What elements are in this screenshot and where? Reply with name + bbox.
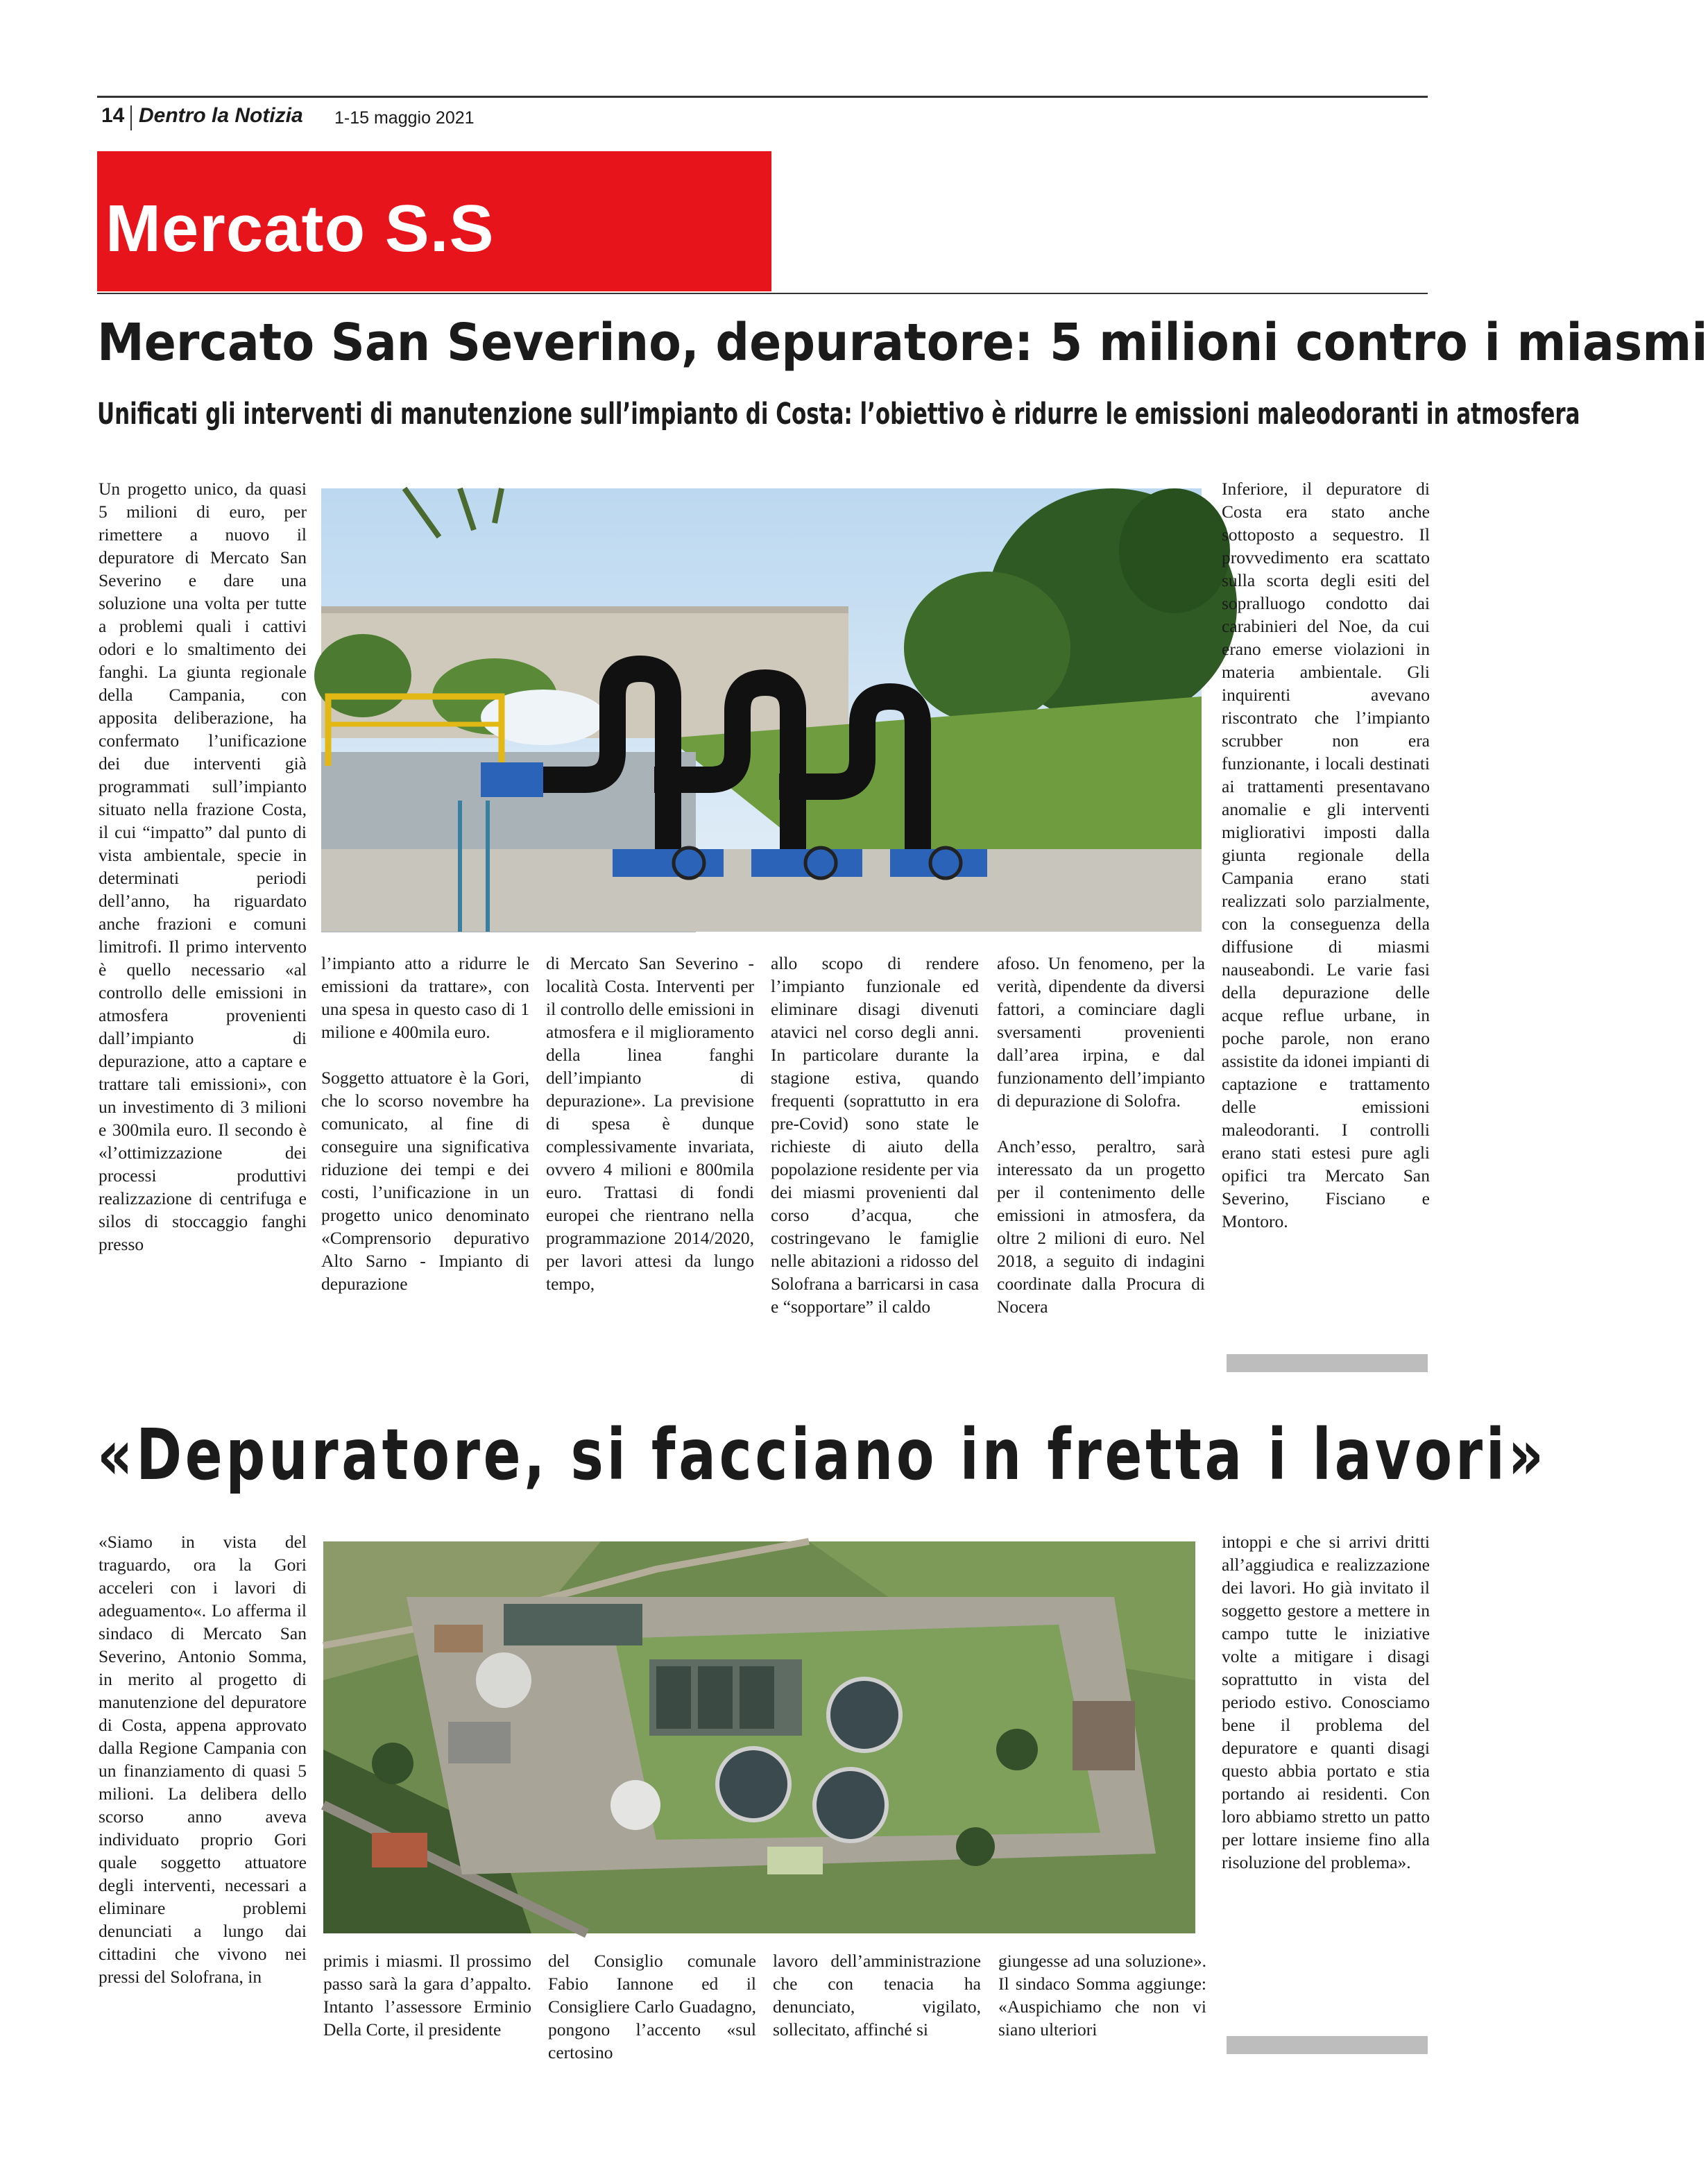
article1-col4-text: allo scopo di rendere l’impianto funzionale ed eliminare disagi divenuti atavici nel corso degli anni. In particolare durante la stagione estiva, quando frequenti (soprattutto in era pre-Covid) sono state le richieste di aiuto della popolazione residente per via dei miasmi provenienti dal corso d’acqua, che costringevano le famiglie nelle abitazioni a ridosso del Solofrana a barricarsi in casa e “sopportare” il caldo — [771, 953, 979, 1317]
photo-aerial-illustration — [323, 1541, 1195, 1933]
page-number: 14 — [101, 104, 125, 127]
article1-column-6 — [1222, 477, 1430, 1233]
article1-column-1 — [99, 477, 307, 1256]
article2-column-6 — [1222, 1530, 1430, 1874]
article1-column-3 — [546, 952, 754, 1295]
header-rule — [97, 96, 1428, 98]
article2-col2-text: primis i miasmi. Il prossimo passo sarà la gara d’appalto. Intanto l’assessore Erminio Della Corte, il presidente — [323, 1951, 531, 2040]
article2-col6-text: intoppi e che si arrivi dritti all’aggiudica e realizzazione dei lavori. Ho già invitato il soggetto gestore a mettere in campo tutte le iniziative volte a mitigare i disagi soprattutto in vista del periodo estivo. Conosciamo bene il problema del depuratore e quanti disagi questo abbia portato e stia portando ai residenti. Con loro abbiamo stretto un patto per lottare insieme fino alla risoluzione del problema». — [1222, 1532, 1430, 1872]
article1-photo-pipes — [321, 488, 1202, 932]
photo-pipes-illustration — [321, 488, 1202, 932]
article2-col1-text: «Siamo in vista del traguardo, ora la Gori acceleri con i lavori di adeguamento«. Lo afferma il sindaco di Mercato San Severino, Antonio Somma, in merito al progetto di manutenzione del depuratore di Costa, appena approvato dalla Regione Campania con un finanziamento di quasi 5 milioni. La delibera dello scorso anno aveva individuato proprio Gori quale soggetto attuatore degli interventi, necessari a eliminare problemi denunciati a lungo dai cittadini che vivono nei pressi del Solofrana, in — [99, 1532, 307, 1987]
article2-col3-text: del Consiglio comunale Fabio Iannone ed il Consigliere Carlo Guadagno, pongono l’accento «sul certosino — [548, 1951, 756, 2062]
article1-subheadline: Unificati gli interventi di manutenzione sull’impianto di Costa: l’obiettivo è ridurre le emissioni maleodoranti in atmosfera — [97, 397, 1580, 431]
article2-column-4 — [773, 1949, 981, 2041]
article1-col2-text-2: Soggetto attuatore è la Gori, che lo scorso novembre ha comunicato, al fine di conseguire una significativa riduzione dei tempi e dei costi, l’unificazione in un progetto unico denominato «Comprensorio depurativo Alto Sarno - Impianto di depurazione — [321, 1068, 529, 1294]
article1-headline: Mercato San Severino, depuratore: 5 milioni contro i miasmi — [97, 313, 1708, 373]
article2-col4-text: lavoro dell’amministrazione che con tenacia ha denunciato, vigilato, sollecitato, affinché si — [773, 1951, 981, 2040]
article2-headline: «Depuratore, si facciano in fretta i lavori» — [97, 1414, 1547, 1496]
section-rule — [97, 293, 1428, 294]
article2-column-2 — [323, 1949, 531, 2041]
section-title: Mercato S.S — [105, 191, 495, 266]
article1-column-2 — [321, 952, 529, 1295]
article1-col3-text: di Mercato San Severino - località Costa. Interventi per il controllo delle emissioni in atmosfera e il miglioramento della linea fanghi dell’impianto di depurazione». La previsione di spesa è dunque complessivamente invariata, ovvero 4 milioni e 800mila euro. Trattasi di fondi europei che rientrano nella programmazione 2014/2020, per lavori attesi da lungo tempo, — [546, 953, 754, 1294]
article1-column-5 — [997, 952, 1205, 1318]
header-divider — [130, 105, 132, 130]
article1-col6-text: Inferiore, il depuratore di Costa era stato anche sottoposto a sequestro. Il provvedimento era scattato sulla scorta degli esiti del sopralluogo condotto dai carabinieri del Noe, da cui erano emerse violazioni in materia ambientale. Gli inquirenti avevano riscontrato che l’impianto scrubber non era funzionante, i locali destinati ai trattamenti presentavano anomalie e gli interventi migliorativi imposti dalla giunta regionale della Campania erano stati realizzati solo parzialmente, con la conseguenza della diffusione di miasmi nauseabondi. Le varie fasi della depurazione delle acque reflue urbane, in poche parole, non erano assistite da idonei impianti di captazione e trattamento delle emissioni maleodoranti. I controlli erano stati estesi pure agli opifici tra Mercato San Severino, Fisciano e Montoro. — [1222, 479, 1430, 1231]
article2-column-3 — [548, 1949, 756, 2064]
article2-end-bar — [1227, 2036, 1428, 2054]
article1-col5-text-2: Anch’esso, peraltro, sarà interessato da un progetto per il contenimento delle emissioni in atmosfera, da oltre 2 milioni di euro. Nel 2018, a seguito di indagini coordinate dalla Procura di Nocera — [997, 1136, 1205, 1317]
article2-column-5 — [998, 1949, 1206, 2041]
article2-photo-aerial — [323, 1541, 1195, 1933]
issue-date: 1-15 maggio 2021 — [334, 108, 475, 128]
article2-column-1 — [99, 1530, 307, 1988]
article1-column-4 — [771, 952, 979, 1318]
article1-end-bar — [1227, 1354, 1428, 1372]
article1-col1-text: Un progetto unico, da quasi 5 milioni di euro, per rimettere a nuovo il depuratore di Mercato San Severino e dare una soluzione una volta per tutte a problemi quali i cattivi odori e lo smaltimento dei fanghi. La giunta regionale della Campania, con apposita deliberazione, ha confermato l’unificazione dei due interventi già programmati sull’impianto situato nella frazione Costa, il cui “impatto” dal punto di vista ambientale, specie in determinati periodi dell’anno, ha riguardato anche frazioni e comuni limitrofi. Il primo intervento è quello necessario «al controllo delle emissioni in atmosfera provenienti dall’impianto di depurazione, atto a captare e trattare tali emissioni», con un investimento di 3 milioni e 300mila euro. Il secondo è «l’ottimizzazione dei processi produttivi realizzazione di centrifuga e silos di stoccaggio fanghi presso — [99, 479, 307, 1254]
article1-col2-text-1: l’impianto atto a ridurre le emissioni da trattare», con una spesa in questo caso di 1 milione e 400mila euro. — [321, 953, 529, 1042]
publication-name: Dentro la Notizia — [139, 104, 303, 127]
article2-col5-text: giungesse ad una soluzione». Il sindaco Somma aggiunge: «Auspichiamo che non vi siano ulteriori — [998, 1951, 1206, 2040]
article1-col5-text-1: afoso. Un fenomeno, per la verità, dipendente da diversi fattori, a cominciare dagli sversamenti provenienti dall’area irpina, e dal funzionamento dell’impianto di depurazione di Solofra. — [997, 953, 1205, 1111]
